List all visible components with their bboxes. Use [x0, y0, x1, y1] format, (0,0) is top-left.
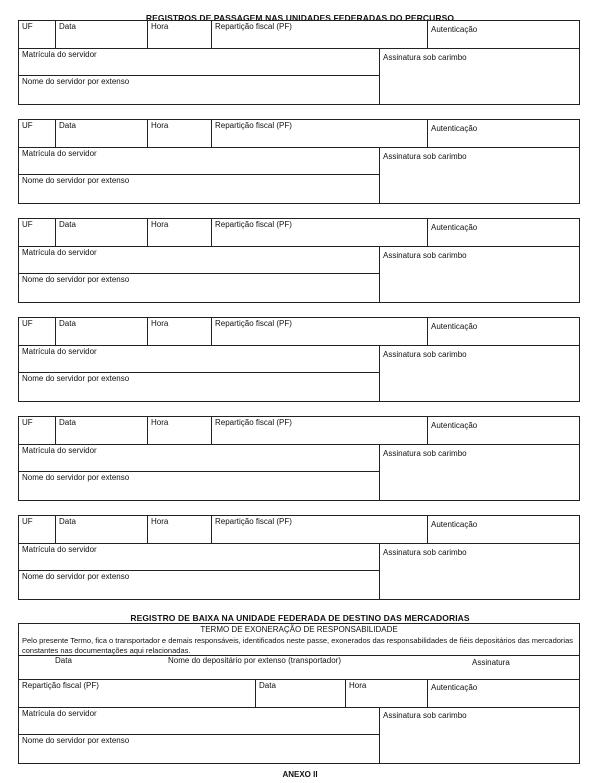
final-reparticao-field[interactable]	[19, 680, 255, 707]
matricula-field[interactable]	[19, 148, 379, 174]
uf-field[interactable]	[19, 219, 55, 246]
hora-label: Hora	[151, 220, 169, 229]
data-label: Data	[59, 517, 76, 526]
autenticacao-label: Autenticação	[431, 223, 478, 232]
nome-field[interactable]	[19, 274, 379, 302]
assinatura-field[interactable]	[380, 52, 579, 104]
final-matricula-field[interactable]	[19, 708, 379, 734]
reparticao-label: Repartição fiscal (PF)	[215, 319, 292, 328]
final-data-field[interactable]	[256, 680, 345, 707]
termo-data-field[interactable]	[52, 655, 172, 679]
termo-data-label: Data	[55, 656, 72, 665]
uf-field[interactable]	[19, 417, 55, 444]
assinatura-label: Assinatura sob carimbo	[383, 152, 467, 161]
nome-field[interactable]	[19, 76, 379, 104]
data-field[interactable]	[56, 219, 147, 246]
uf-field[interactable]	[19, 318, 55, 345]
reparticao-field[interactable]	[212, 516, 427, 543]
uf-field[interactable]	[19, 516, 55, 543]
autenticacao-label: Autenticação	[431, 322, 478, 331]
uf-label: UF	[22, 319, 33, 328]
termo-assinatura-field[interactable]	[469, 657, 579, 679]
passage-register-block	[18, 416, 580, 501]
data-field[interactable]	[56, 516, 147, 543]
depositario-field[interactable]	[165, 655, 415, 679]
nome-label: Nome do servidor por extenso	[22, 473, 130, 482]
assinatura-label: Assinatura sob carimbo	[383, 449, 467, 458]
autenticacao-label: Autenticação	[431, 25, 478, 34]
passage-register-block	[18, 20, 580, 105]
autenticacao-field[interactable]	[428, 321, 578, 345]
reparticao-field[interactable]	[212, 219, 427, 246]
matricula-label: Matrícula do servidor	[22, 347, 97, 356]
assinatura-field[interactable]	[380, 151, 579, 203]
autenticacao-label: Autenticação	[431, 421, 478, 430]
data-field[interactable]	[56, 120, 147, 147]
matricula-field[interactable]	[19, 544, 379, 570]
uf-label: UF	[22, 517, 33, 526]
uf-label: UF	[22, 121, 33, 130]
assinatura-field[interactable]	[380, 349, 579, 401]
final-data-label: Data	[259, 681, 276, 690]
matricula-label: Matrícula do servidor	[22, 50, 97, 59]
autenticacao-field[interactable]	[428, 123, 578, 147]
reparticao-field[interactable]	[212, 417, 427, 444]
data-label: Data	[59, 319, 76, 328]
final-nome-field[interactable]	[19, 735, 379, 763]
final-assinatura-label: Assinatura sob carimbo	[383, 711, 467, 720]
final-matricula-label: Matrícula do servidor	[22, 709, 97, 718]
hora-field[interactable]	[148, 21, 211, 48]
data-field[interactable]	[56, 417, 147, 444]
uf-field[interactable]	[19, 120, 55, 147]
hora-field[interactable]	[148, 219, 211, 246]
annex-label: ANEXO II	[282, 770, 318, 779]
reparticao-label: Repartição fiscal (PF)	[215, 121, 292, 130]
final-nome-label: Nome do servidor por extenso	[22, 736, 130, 745]
assinatura-label: Assinatura sob carimbo	[383, 53, 467, 62]
assinatura-label: Assinatura sob carimbo	[383, 548, 467, 557]
uf-label: UF	[22, 418, 33, 427]
passage-register-block	[18, 218, 580, 303]
autenticacao-label: Autenticação	[431, 124, 478, 133]
reparticao-field[interactable]	[212, 318, 427, 345]
matricula-field[interactable]	[19, 445, 379, 471]
final-register-block	[18, 623, 580, 764]
autenticacao-field[interactable]	[428, 420, 578, 444]
reparticao-label: Repartição fiscal (PF)	[215, 220, 292, 229]
reparticao-field[interactable]	[212, 21, 427, 48]
assinatura-label: Assinatura sob carimbo	[383, 251, 467, 260]
nome-label: Nome do servidor por extenso	[22, 374, 130, 383]
passage-register-block	[18, 317, 580, 402]
hora-field[interactable]	[148, 516, 211, 543]
final-assinatura-field[interactable]	[380, 710, 579, 763]
final-hora-label: Hora	[349, 681, 367, 690]
uf-field[interactable]	[19, 21, 55, 48]
matricula-field[interactable]	[19, 346, 379, 372]
matricula-field[interactable]	[19, 247, 379, 273]
termo-title: TERMO DE EXONERAÇÃO DE RESPONSABILIDADE	[200, 625, 398, 634]
data-field[interactable]	[56, 21, 147, 48]
uf-label: UF	[22, 22, 33, 31]
hora-label: Hora	[151, 121, 169, 130]
hora-field[interactable]	[148, 417, 211, 444]
termo-text: Pelo presente Termo, fica o transportador e demais responsáveis, identificados neste passe, exonerados das responsabilidades de fiéis depositários das mercadorias constantes nas documentações aqui relacionadas.	[22, 636, 574, 655]
hora-label: Hora	[151, 22, 169, 31]
hora-field[interactable]	[148, 318, 211, 345]
reparticao-label: Repartição fiscal (PF)	[215, 517, 292, 526]
hora-label: Hora	[151, 319, 169, 328]
assinatura-field[interactable]	[380, 448, 579, 500]
autenticacao-field[interactable]	[428, 519, 578, 543]
depositario-label: Nome do depositário por extenso (transportador)	[168, 656, 341, 665]
matricula-label: Matrícula do servidor	[22, 545, 97, 554]
nome-field[interactable]	[19, 175, 379, 203]
data-label: Data	[59, 121, 76, 130]
final-autenticacao-label: Autenticação	[431, 683, 478, 692]
nome-label: Nome do servidor por extenso	[22, 176, 130, 185]
passage-register-block	[18, 119, 580, 204]
matricula-label: Matrícula do servidor	[22, 149, 97, 158]
hora-field[interactable]	[148, 120, 211, 147]
nome-label: Nome do servidor por extenso	[22, 275, 130, 284]
uf-label: UF	[22, 220, 33, 229]
nome-field[interactable]	[19, 472, 379, 500]
data-label: Data	[59, 418, 76, 427]
autenticacao-field[interactable]	[428, 24, 578, 48]
nome-field[interactable]	[19, 373, 379, 401]
autenticacao-field[interactable]	[428, 222, 578, 246]
termo-assinatura-label: Assinatura	[472, 658, 510, 667]
page-title: REGISTROS DE PASSAGEM NAS UNIDADES FEDERADAS DO PERCURSO	[145, 13, 455, 23]
nome-label: Nome do servidor por extenso	[22, 77, 130, 86]
reparticao-label: Repartição fiscal (PF)	[215, 418, 292, 427]
reparticao-field[interactable]	[212, 120, 427, 147]
reparticao-label: Repartição fiscal (PF)	[215, 22, 292, 31]
nome-field[interactable]	[19, 571, 379, 599]
final-reparticao-label: Repartição fiscal (PF)	[22, 681, 99, 690]
assinatura-field[interactable]	[380, 547, 579, 599]
matricula-label: Matrícula do servidor	[22, 248, 97, 257]
hora-label: Hora	[151, 418, 169, 427]
assinatura-label: Assinatura sob carimbo	[383, 350, 467, 359]
data-field[interactable]	[56, 318, 147, 345]
final-hora-field[interactable]	[346, 680, 427, 707]
nome-label: Nome do servidor por extenso	[22, 572, 130, 581]
hora-label: Hora	[151, 517, 169, 526]
autenticacao-label: Autenticação	[431, 520, 478, 529]
final-autenticacao-field[interactable]	[428, 682, 578, 707]
matricula-field[interactable]	[19, 49, 379, 75]
data-label: Data	[59, 220, 76, 229]
matricula-label: Matrícula do servidor	[22, 446, 97, 455]
final-section-title: REGISTRO DE BAIXA NA UNIDADE FEDERADA DE DESTINO DAS MERCADORIAS	[130, 613, 470, 623]
data-label: Data	[59, 22, 76, 31]
passage-register-block	[18, 515, 580, 600]
assinatura-field[interactable]	[380, 250, 579, 302]
